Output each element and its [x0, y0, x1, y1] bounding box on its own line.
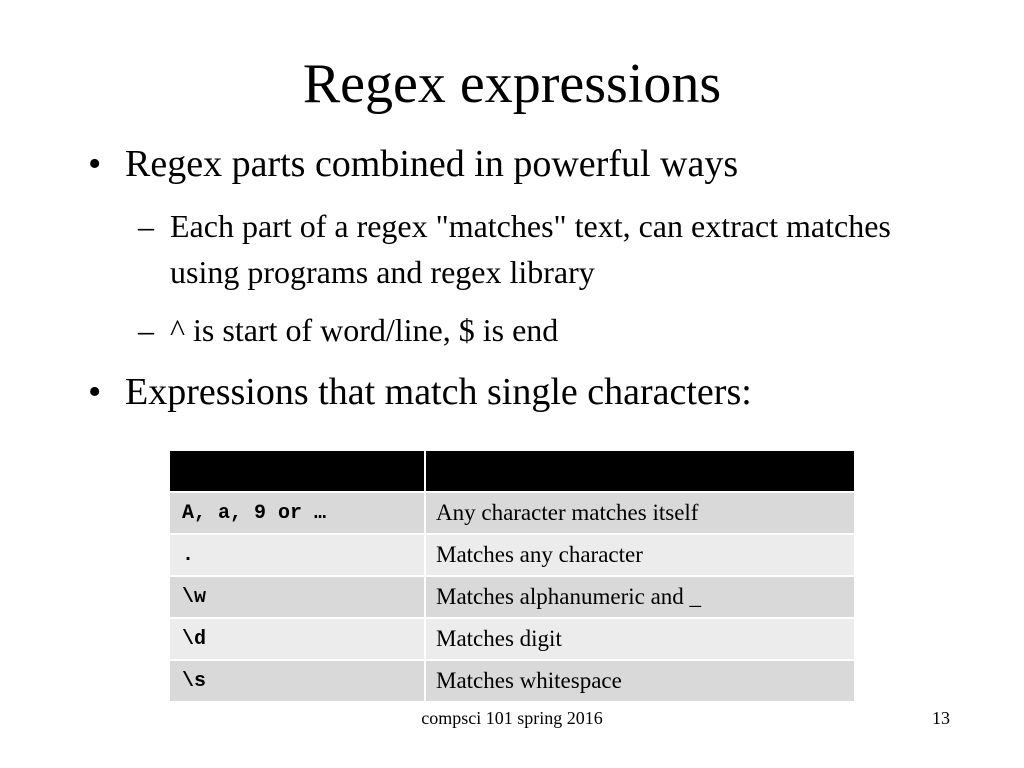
regex-table	[170, 451, 854, 703]
bullet-marker: •	[88, 143, 102, 185]
description-cell: Matches whitespace	[426, 661, 854, 701]
description-cell: Matches alphanumeric and _	[426, 577, 854, 617]
table-header-cell	[426, 451, 854, 491]
pattern-cell: \w	[170, 577, 424, 617]
sub-bullet-text: ^ is start of word/line, $ is end	[170, 312, 559, 348]
table-row	[170, 493, 854, 533]
description-cell: Any character matches itself	[426, 493, 854, 533]
bullet-text: Regex parts combined in powerful ways	[125, 143, 739, 185]
description-cell: Matches any character	[426, 535, 854, 575]
table-header-row	[170, 451, 854, 491]
bullet-marker: •	[88, 371, 102, 413]
slide-title: Regex expressions	[302, 53, 722, 115]
table-row	[170, 661, 854, 701]
page-number: 13	[932, 708, 950, 728]
table-header-cell	[170, 451, 424, 491]
sub-bullet-marker: –	[138, 312, 154, 348]
table-row	[170, 619, 854, 659]
pattern-cell: .	[170, 535, 424, 575]
sub-bullet-marker: –	[138, 208, 154, 244]
description-cell: Matches digit	[426, 619, 854, 659]
sub-bullet-text: Each part of a regex "matches" text, can extract matches using programs and regex library	[170, 208, 891, 290]
slide-footer: compsci 101 spring 2016	[421, 708, 603, 728]
pattern-cell: \s	[170, 661, 424, 701]
bullet-text: Expressions that match single characters:	[125, 371, 752, 413]
table-row	[170, 535, 854, 575]
pattern-cell: \d	[170, 619, 424, 659]
pattern-cell: A, a, 9 or …	[170, 493, 424, 533]
table-row	[170, 577, 854, 617]
